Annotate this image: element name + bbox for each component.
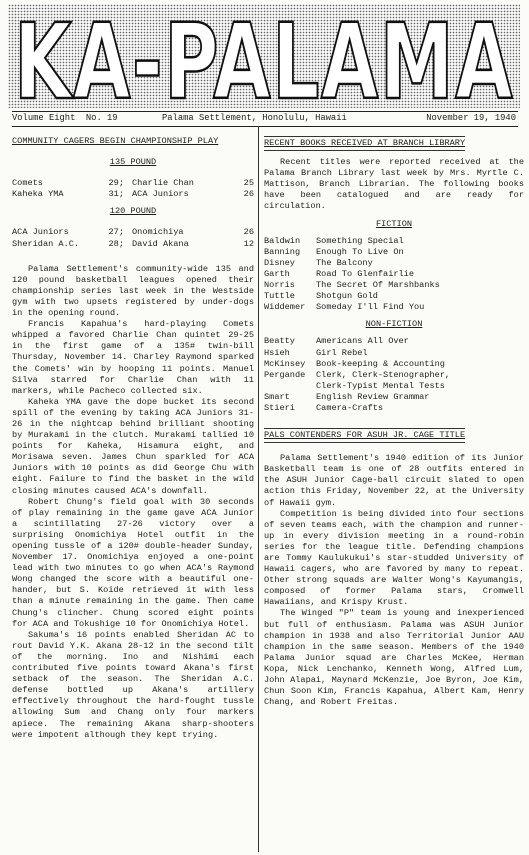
article-paragraph: Kaheka YMA gave the dope bucket its second spill of the evening by taking ACA Juniors 31-26 in the nightcap behind brilliant shooting by Murakami in the clutch. Murakami tallied 10 points for Kaheka, Hisamura eight, and Morisawa seven. James Chun sparkled for ACA Juniors with 10 points as did George Chu with eight. Failure to find the basket in the wild closing minutes caused ACA's downfall. — [12, 396, 254, 496]
book-author — [264, 381, 316, 392]
book-author: Garth — [264, 268, 290, 279]
team-score: 26 — [243, 189, 254, 200]
book-author: Tuttle — [264, 291, 295, 302]
book-author: Banning — [264, 246, 301, 257]
list-item — [264, 381, 524, 392]
book-title: English Review Grammar — [316, 391, 430, 402]
book-title: Shotgun Gold — [316, 291, 378, 302]
list-item — [264, 236, 524, 247]
division-120-label: 120 POUND — [109, 206, 157, 217]
list-item — [264, 359, 524, 370]
score-row — [12, 227, 254, 238]
scores-135-table — [12, 178, 254, 200]
score-row — [12, 189, 254, 200]
book-author: Widdemer — [264, 302, 306, 313]
book-title: Clerk, Clerk-Stenographer, — [316, 369, 451, 380]
book-title: Someday I'll Find You — [316, 302, 425, 313]
publication-place: Palama Settlement, Honolulu, Hawaii — [162, 113, 347, 123]
list-item — [264, 247, 524, 258]
division-135-label: 135 POUND — [109, 157, 157, 168]
nonfiction-label: NON-FICTION — [365, 319, 423, 330]
asuh-headline: PALS CONTENDERS FOR ASUH JR. CAGE TITLE — [264, 428, 465, 443]
book-author: Hsieh — [264, 347, 290, 358]
book-author: Baldwin — [264, 235, 301, 246]
list-item — [264, 291, 524, 302]
book-title: Camera-Crafts — [316, 402, 384, 413]
cagers-headline: COMMUNITY CAGERS BEGIN CHAMPIONSHIP PLAY — [12, 136, 219, 146]
score-row — [12, 239, 254, 250]
book-title: Enough To Live On — [316, 246, 404, 257]
score-row — [12, 178, 254, 189]
team-name: Charlie Chan — [132, 178, 194, 189]
books-headline: RECENT BOOKS RECEIVED AT BRANCH LIBRARY — [264, 136, 465, 151]
article-paragraph: Competition is being divided into four sections of seven teams each, with the champion and runner-up in every division meeting in a round-robin series for the league title. Defending champions are Tommy Kaulukukui's star-studded University of Hawaii cagers, who are favored by many to repeat. Other strong squads are Walter Wong's Kayumangis, composed of former Palama stars, Cromwell Hawaiians, and Krispy Krust. — [264, 508, 524, 608]
book-author: Norris — [264, 280, 295, 291]
masthead — [8, 4, 520, 108]
article-paragraph: Francis Kapahua's hard-playing Comets whipped a favored Charlie Chan quintet 29-25 in the first game of a 135# twin-bill Thursday, November 14. Charley Raymond sparked the Comets' win by hooping 11 points. Manuel Silva starred for Charlie Chan with 11 markers, while Pacheco collected six. — [12, 319, 254, 396]
list-item — [264, 269, 524, 280]
book-title: The Secret Of Marshbanks — [316, 280, 440, 291]
book-author: Smart — [264, 391, 290, 402]
book-title: Road To Glenfairlie — [316, 268, 414, 279]
publication-date: November 19, 1940 — [426, 113, 516, 123]
team-score: 12 — [243, 238, 254, 249]
list-item — [264, 392, 524, 403]
scores-120-table — [12, 227, 254, 249]
list-item — [264, 370, 524, 381]
team-name: Sheridan A.C. — [12, 238, 80, 249]
article-paragraph: Robert Chung's field goal with 30 seconds of play remaining in the game gave ACA Junior a scintillating 27-26 victory over a surprising Onomichiya Hotel outfit in the opening tussle of a 120# double-header Sunday, November 17. Onomichiya enjoyed a one-point lead with two minutes to go when ACA's Raymond Wong changed the score with a beautiful one-hander, but S. Koide retrieved it with less than a minute remaining in the game. Then came Chung's clincher. Chung scored eight points for ACA and Tokushige 10 for Onomichiya Hotel. — [12, 496, 254, 629]
list-item — [264, 258, 524, 269]
books-intro: Recent titles were reported received at the Palama Branch Library last week by Mrs. Myrtle C. Mattison, Branch Librarian. The following books have been catalogued and are ready for circulation. — [264, 157, 524, 212]
fiction-label: FICTION — [375, 218, 413, 229]
list-item — [264, 302, 524, 313]
team-score: 27; — [108, 227, 124, 238]
book-author: Disney — [264, 257, 295, 268]
fiction-list — [264, 236, 524, 314]
column-divider — [258, 126, 259, 852]
book-title: Clerk-Typist Mental Tests — [316, 380, 445, 391]
team-name: Kaheka YMA — [12, 189, 64, 200]
team-name: Onomichiya — [132, 227, 184, 238]
masthead-title: KA-PALAMA — [14, 4, 514, 108]
team-name: David Akana — [132, 238, 189, 249]
book-author: Pergande — [264, 369, 306, 380]
list-item — [264, 348, 524, 359]
article-paragraph: Sakuma's 16 points enabled Sheridan AC to rout David Y.K. Akana 28-12 in the second tilt of the morning. Ino and Nishimi each contributed five points toward Akana's first setback of the season. The Sheridan A.C. defense bottled up Akana's artillery effectively throughout the hard-fought tussle allowing Sum and Chang only four markers apiece. The remaining Akana sharp-shooters were impotent although they kept trying. — [12, 629, 254, 740]
nonfiction-list — [264, 336, 524, 414]
list-item — [264, 280, 524, 291]
team-score: 26 — [243, 227, 254, 238]
team-name: ACA Juniors — [132, 189, 189, 200]
article-paragraph: Palama Settlement's 1940 edition of its Junior Basketball team is one of 28 outfits entered in the ASUH Junior Cage-ball circuit slated to open action this Friday, November 22, at the University of Hawaii gym. — [264, 453, 524, 508]
book-title: Americans All Over — [316, 336, 409, 347]
books-article — [264, 136, 524, 708]
book-author: Stieri — [264, 402, 295, 413]
volume-number: Volume Eight No. 19 — [12, 113, 118, 123]
list-item — [264, 403, 524, 414]
info-bar — [12, 111, 518, 127]
team-name: Comets — [12, 178, 43, 189]
book-title: Book-keeping & Accounting — [316, 358, 445, 369]
book-author: Beatty — [264, 336, 295, 347]
book-title: Something Special — [316, 235, 404, 246]
book-author: McKinsey — [264, 358, 306, 369]
book-title: The Balcony — [316, 257, 373, 268]
list-item — [264, 336, 524, 347]
book-title: Girl Rebel — [316, 347, 368, 358]
cagers-article — [12, 136, 254, 741]
team-name: ACA Juniors — [12, 227, 69, 238]
team-score: 28; — [108, 238, 124, 249]
article-paragraph: The Winged "P" team is young and inexperienced but full of enthusiasm. Palama was ASUH Junior champion in 1938 and also Territorial Junior AAU champion in the same season. Members of the 1940 Palama Junior squad are Charles McKee, Herman Kopa, Nick Lenchanko, Kenneth Wong, Alfred Lum, John Alapai, Maynard McKenzie, Joe Byron, Joe Kim, Chun Soon Kim, Francis Kapahua, Albert Kam, Henry Chang, and Robert Freitas. — [264, 608, 524, 708]
article-paragraph: Palama Settlement's community-wide 135 and 120 pound basketball leagues opened their championship series last week in the Westside gym with two upsets registered by under-dogs in the opening round. — [12, 263, 254, 319]
team-score: 31; — [108, 189, 124, 200]
masthead-logo — [8, 4, 520, 108]
team-score: 25 — [243, 178, 254, 189]
team-score: 29; — [108, 178, 124, 189]
